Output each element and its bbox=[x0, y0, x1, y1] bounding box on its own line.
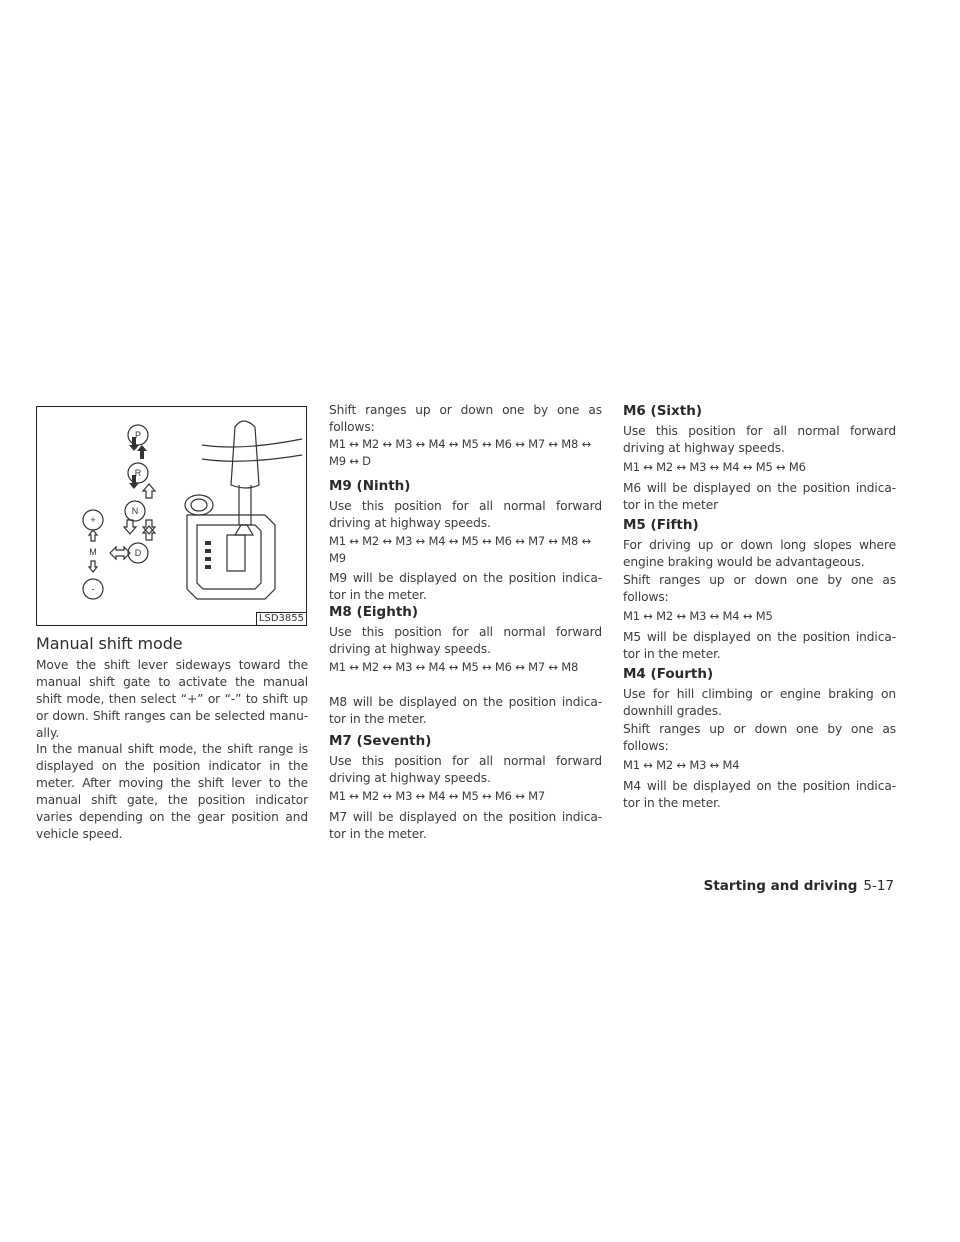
heading-m4: M4 (Fourth) bbox=[623, 666, 714, 682]
paragraph-intro: Move the shift lever sideways toward the manual shift gate to activate the manual shift mode, then select “+” or “-” to shift up or down. Shift ranges can be selected manu-ally. bbox=[36, 658, 308, 740]
m4-note: M4 will be displayed on the position indica-tor in the meter. bbox=[623, 779, 896, 810]
m4-intro: Shift ranges up or down one by one as follows: bbox=[623, 722, 896, 753]
m6-sequence: M1 ↔ M2 ↔ M3 ↔ M4 ↔ M5 ↔ M6 bbox=[623, 460, 806, 474]
m6-note: M6 will be displayed on the position indica-tor in the meter bbox=[623, 481, 896, 512]
shift-gate-diagram bbox=[37, 407, 307, 626]
m9-description: Use this position for all normal forward driving at highway speeds. bbox=[329, 499, 602, 530]
gate-label-d: D bbox=[134, 548, 142, 558]
heading-m7: M7 (Seventh) bbox=[329, 733, 432, 749]
manual-label-m: M bbox=[89, 547, 97, 557]
m5-intro: Shift ranges up or down one by one as follows: bbox=[623, 573, 896, 604]
shift-intro-text: Shift ranges up or down one by one as follows: bbox=[329, 403, 602, 434]
shift-lever-figure bbox=[36, 406, 307, 626]
figure-label: LSD3855 bbox=[256, 612, 306, 625]
section-title: Manual shift mode bbox=[36, 634, 183, 653]
page-number: 5-17 bbox=[863, 878, 894, 894]
m7-description: Use this position for all normal forward driving at highway speeds. bbox=[329, 754, 602, 785]
shift-intro-sequence: M1 ↔ M2 ↔ M3 ↔ M4 ↔ M5 ↔ M6 ↔ M7 ↔ M8 ↔ M9 ↔ D bbox=[329, 437, 592, 468]
m9-sequence: M1 ↔ M2 ↔ M3 ↔ M4 ↔ M5 ↔ M6 ↔ M7 ↔ M8 ↔ M9 bbox=[329, 534, 592, 565]
heading-m8: M8 (Eighth) bbox=[329, 604, 419, 620]
m8-description: Use this position for all normal forward driving at highway speeds. bbox=[329, 625, 602, 656]
page-footer bbox=[704, 878, 894, 894]
m7-note: M7 will be displayed on the position indica-tor in the meter. bbox=[329, 810, 602, 841]
arrow-solid-up-r bbox=[137, 445, 147, 459]
chapter-title: Starting and driving bbox=[703, 878, 858, 894]
m9-note: M9 will be displayed on the position indica-tor in the meter. bbox=[329, 571, 602, 602]
heading-m6: M6 (Sixth) bbox=[623, 403, 702, 419]
m5-note: M5 will be displayed on the position indica-tor in the meter. bbox=[623, 630, 896, 661]
manual-label-minus: - bbox=[91, 584, 95, 594]
m8-sequence: M1 ↔ M2 ↔ M3 ↔ M4 ↔ M5 ↔ M6 ↔ M7 ↔ M8 bbox=[329, 660, 579, 674]
m4-sequence: M1 ↔ M2 ↔ M3 ↔ M4 bbox=[623, 758, 740, 772]
m6-description: Use this position for all normal forward driving at highway speeds. bbox=[623, 424, 896, 455]
gate-label-n: N bbox=[131, 506, 139, 516]
m5-description: For driving up or down long slopes where engine braking would be advantageous. bbox=[623, 538, 896, 569]
paragraph-indicator: In the manual shift mode, the shift range is displayed on the position indicator in the meter. After moving the shift lever to the manual shift gate, the position indicator varies depending on the gear position and vehicle speed. bbox=[36, 742, 308, 841]
gate-label-r: R bbox=[134, 468, 142, 478]
heading-m9: M9 (Ninth) bbox=[329, 478, 411, 494]
manual-label-plus: + bbox=[90, 515, 96, 525]
m4-description: Use for hill climbing or engine braking on downhill grades. bbox=[623, 687, 896, 718]
m8-note: M8 will be displayed on the position indica-tor in the meter. bbox=[329, 695, 602, 726]
heading-m5: M5 (Fifth) bbox=[623, 517, 699, 533]
m7-sequence: M1 ↔ M2 ↔ M3 ↔ M4 ↔ M5 ↔ M6 ↔ M7 bbox=[329, 789, 545, 803]
gate-label-p: P bbox=[134, 430, 142, 440]
m5-sequence: M1 ↔ M2 ↔ M3 ↔ M4 ↔ M5 bbox=[623, 609, 773, 623]
